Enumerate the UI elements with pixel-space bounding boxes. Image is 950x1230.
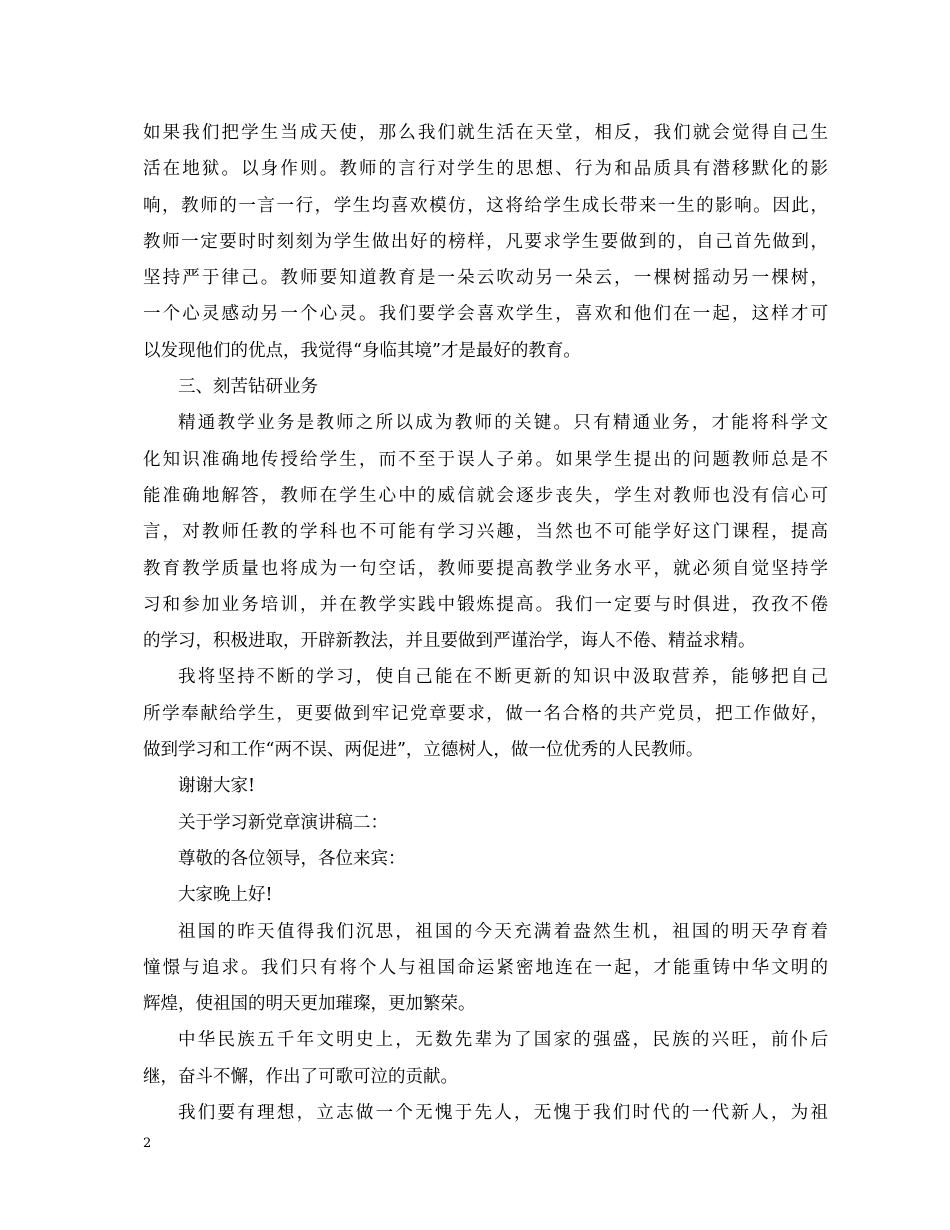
text-line: 如果我们把学生当成天使，那么我们就生活在天堂，相反，我们就会觉得自己生	[143, 123, 828, 143]
text-line: 关于学习新党章演讲稿二：	[178, 812, 388, 833]
text-line: 一个心灵感动另一个心灵。我们要学会喜欢学生，喜欢和他们在一起，这样才可	[143, 304, 828, 325]
page-number: 2	[143, 1136, 152, 1151]
text-line: 言，对教师任教的学科也不可能有学习兴趣，当然也不可能学好这门课程，提高	[143, 522, 828, 543]
text-line: 三、刻苦钻研业务	[178, 377, 318, 398]
text-line: 所学奉献给学生，更要做到牢记党章要求，做一名合格的共产党员，把工作做好，	[143, 703, 828, 724]
text-line: 中华民族五千年文明史上，无数先辈为了国家的强盛，民族的兴旺，前仆后	[178, 1030, 828, 1051]
text-line: 祖国的昨天值得我们沉思，祖国的今天充满着盎然生机，祖国的明天孕育着	[178, 921, 828, 942]
text-line: 尊敬的各位领导，各位来宾：	[178, 848, 406, 869]
text-line: 继，奋斗不懈，作出了可歌可泣的贡献。	[143, 1066, 458, 1087]
text-line: 教育教学质量也将成为一句空话，教师要提高教学业务水平，就必须自觉坚持学	[143, 558, 828, 579]
text-line: 以发现他们的优点，我觉得“身临其境”才是最好的教育。	[143, 340, 581, 361]
text-line: 憧憬与追求。我们只有将个人与祖国命运紧密地连在一起，才能重铸中华文明的	[143, 957, 828, 978]
text-line: 精通教学业务是教师之所以成为教师的关键。只有精通业务，才能将科学文	[178, 413, 828, 434]
text-line: 谢谢大家!	[178, 776, 256, 797]
body-text	[143, 115, 828, 1131]
text-line: 我们要有理想，立志做一个无愧于先人，无愧于我们时代的一代新人，为祖	[178, 1103, 828, 1124]
text-line: 活在地狱。以身作则。教师的言行对学生的思想、行为和品质具有潜移默化的影	[143, 159, 828, 180]
text-line: 坚持严于律己。教师要知道教育是一朵云吹动另一朵云，一棵树摇动另一棵树，	[143, 268, 828, 289]
text-line: 的学习，积极进取，开辟新教法，并且要做到严谨治学，诲人不倦、精益求精。	[143, 631, 756, 652]
text-line: 辉煌，使祖国的明天更加璀璨，更加繁荣。	[143, 994, 476, 1015]
text-line: 能准确地解答，教师在学生心中的威信就会逐步丧失，学生对教师也没有信心可	[143, 485, 828, 506]
text-line: 化知识准确地传授给学生，而不至于误人子弟。如果学生提出的问题教师总是不	[143, 449, 828, 470]
text-line: 我将坚持不断的学习，使自己能在不断更新的知识中汲取营养，能够把自己	[178, 667, 828, 688]
text-line: 习和参加业务培训，并在教学实践中锻炼提高。我们一定要与时俱进，孜孜不倦	[143, 594, 828, 615]
text-line: 响，教师的一言一行，学生均喜欢模仿，这将给学生成长带来一生的影响。因此，	[143, 195, 828, 216]
text-line: 做到学习和工作“两不误、两促进”，立德树人，做一位优秀的人民教师。	[143, 740, 704, 761]
text-line: 大家晚上好!	[178, 885, 273, 906]
text-line: 教师一定要时时刻刻为学生做出好的榜样，凡要求学生要做到的，自己首先做到，	[143, 231, 828, 252]
